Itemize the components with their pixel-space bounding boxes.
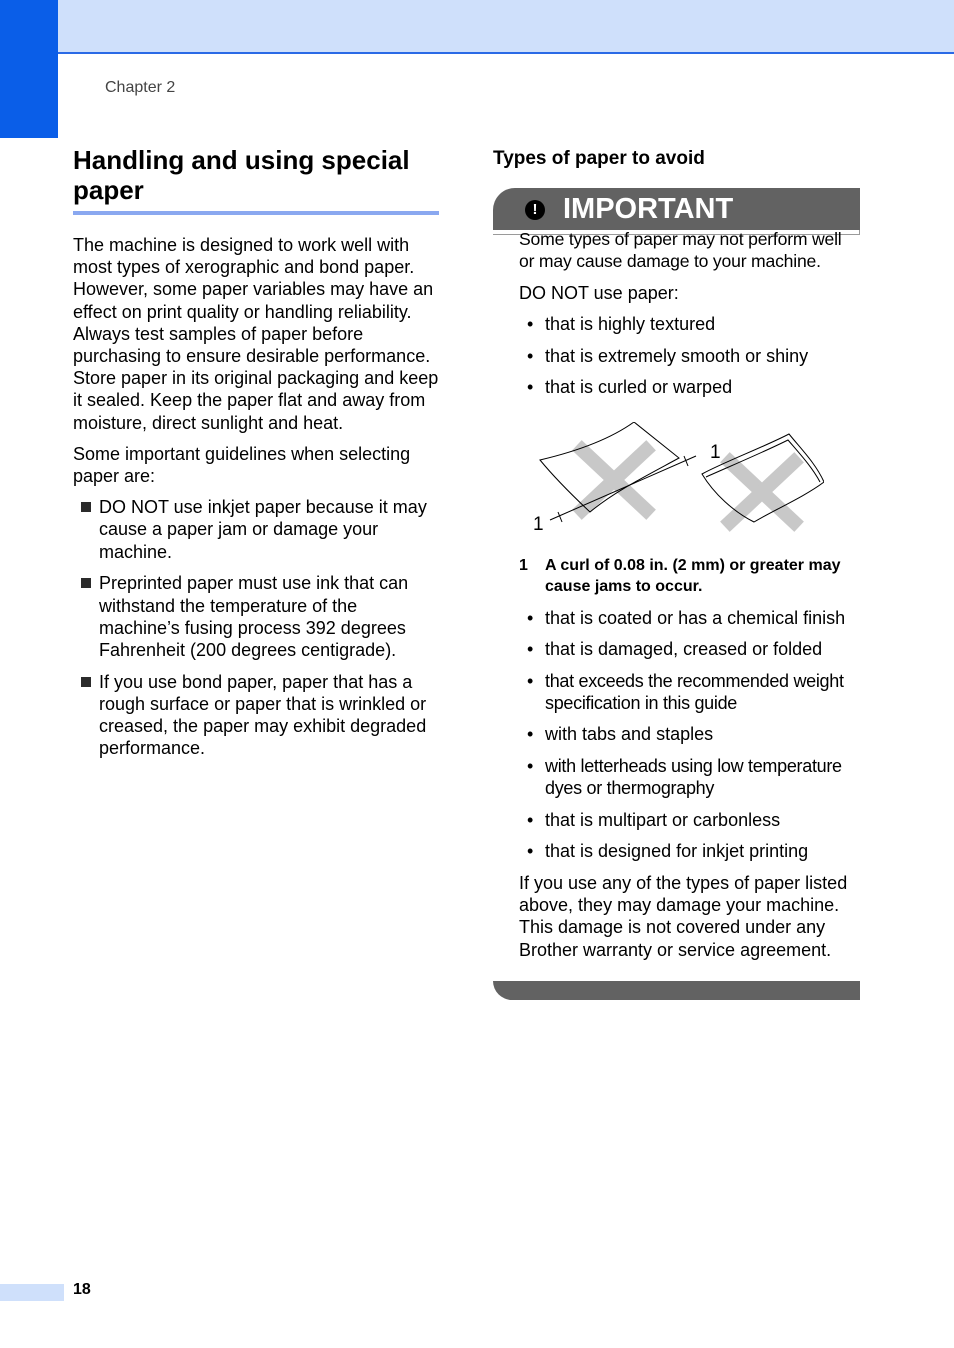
curl-figure: [524, 422, 824, 542]
avoid-list-b: [519, 607, 860, 863]
note-text: A curl of 0.08 in. (2 mm) or greater may cause jams to occur.: [545, 556, 841, 595]
list-item-text: that is designed for inkjet printing: [545, 841, 809, 862]
curled-paper-illustration: [524, 422, 824, 542]
list-item-text: that is curled or warped: [545, 377, 733, 398]
list-item: [519, 755, 860, 799]
list-item-text: that is highly textured: [545, 314, 716, 335]
list-item: [519, 607, 860, 629]
list-item-text: Preprinted paper must use ink that can withstand the temperature of the machine’s fusing process 392 degrees Fahrenheit (200 degrees centigrade).: [99, 573, 409, 660]
guidelines-intro: Some important guidelines when selecting paper are:: [73, 443, 411, 487]
right-column: [493, 145, 860, 960]
list-item-text: with tabs and staples: [545, 724, 714, 745]
bullet-icon: •: [527, 724, 534, 745]
bullet-icon: •: [527, 841, 534, 862]
exclamation-circle-icon: !: [525, 200, 545, 220]
list-item-text: If you use bond paper, paper that has a rough surface or paper that is wrinkled or creased, the paper may exhibit degraded performance.: [99, 671, 427, 759]
list-item: [519, 313, 860, 335]
square-bullet-icon: [81, 502, 91, 512]
list-item: [519, 840, 860, 862]
list-item: [519, 638, 860, 660]
list-item-text: that is extremely smooth or shiny: [545, 345, 809, 366]
list-item-text: that is multipart or carbonless: [545, 809, 781, 830]
section-heading: Handling and using special paper: [73, 145, 439, 215]
list-item: [519, 345, 860, 367]
forbidden-cross-icon: [582, 450, 794, 522]
closing-paragraph: If you use any of the types of paper listed above, they may damage your machine. This damage is not covered under any Brother warranty or service agreement.: [519, 873, 848, 960]
page-number: 18: [73, 1281, 91, 1298]
important-body: [519, 228, 860, 961]
do-not-label: DO NOT use paper:: [519, 282, 679, 303]
bullet-icon: •: [527, 607, 534, 628]
list-item-text: that exceeds the recommended weight specification in this guide: [545, 670, 844, 713]
bullet-icon: •: [527, 314, 534, 335]
curl-label-1: 1: [710, 441, 721, 463]
important-header: [493, 188, 860, 230]
square-bullet-icon: [81, 578, 91, 588]
left-column: [73, 145, 439, 769]
list-item-text: that is coated or has a chemical finish: [545, 607, 846, 628]
square-bullet-icon: [81, 677, 91, 687]
list-item: [73, 496, 439, 563]
avoid-list-a: [519, 313, 860, 398]
bullet-icon: •: [527, 377, 534, 398]
bullet-icon: •: [527, 670, 534, 691]
list-item: [73, 671, 439, 760]
curl-label-2: 1: [533, 513, 544, 535]
bullet-icon: •: [527, 639, 534, 660]
important-footer-bar: [493, 981, 860, 1000]
header-band: [0, 0, 954, 54]
guidelines-list: [73, 496, 439, 759]
subsection-heading: Types of paper to avoid: [493, 148, 705, 169]
list-item-text: DO NOT use inkjet paper because it may cause a paper jam or damage your machine.: [99, 497, 427, 562]
note-number: 1: [519, 556, 528, 574]
bullet-icon: •: [527, 809, 534, 830]
list-item: [519, 809, 860, 831]
intro-paragraph: The machine is designed to work well with most types of xerographic and bond paper. However, some paper variables may have an effect on print quality or handling reliability. Always test samples of paper before purchasing to ensure desirable performance. Store paper in its original packaging and keep it sealed. Keep the paper flat and away from moisture, direct sunlight and heat.: [73, 235, 439, 433]
list-item: [519, 376, 860, 398]
important-intro: Some types of paper may not perform well or may cause damage to your machine.: [519, 229, 842, 272]
important-label: IMPORTANT: [563, 193, 734, 225]
list-item: [519, 670, 860, 714]
list-item: [73, 572, 439, 661]
footer-band: [0, 1284, 64, 1301]
figure-note: [519, 555, 860, 598]
list-item: [519, 723, 860, 745]
chapter-tab: [0, 0, 58, 138]
bullet-icon: •: [527, 756, 534, 777]
bullet-icon: •: [527, 345, 534, 366]
list-item-text: that is damaged, creased or folded: [545, 639, 823, 660]
list-item-text: with letterheads using low temperature dyes or thermography: [545, 756, 842, 799]
chapter-label: Chapter 2: [105, 79, 176, 96]
